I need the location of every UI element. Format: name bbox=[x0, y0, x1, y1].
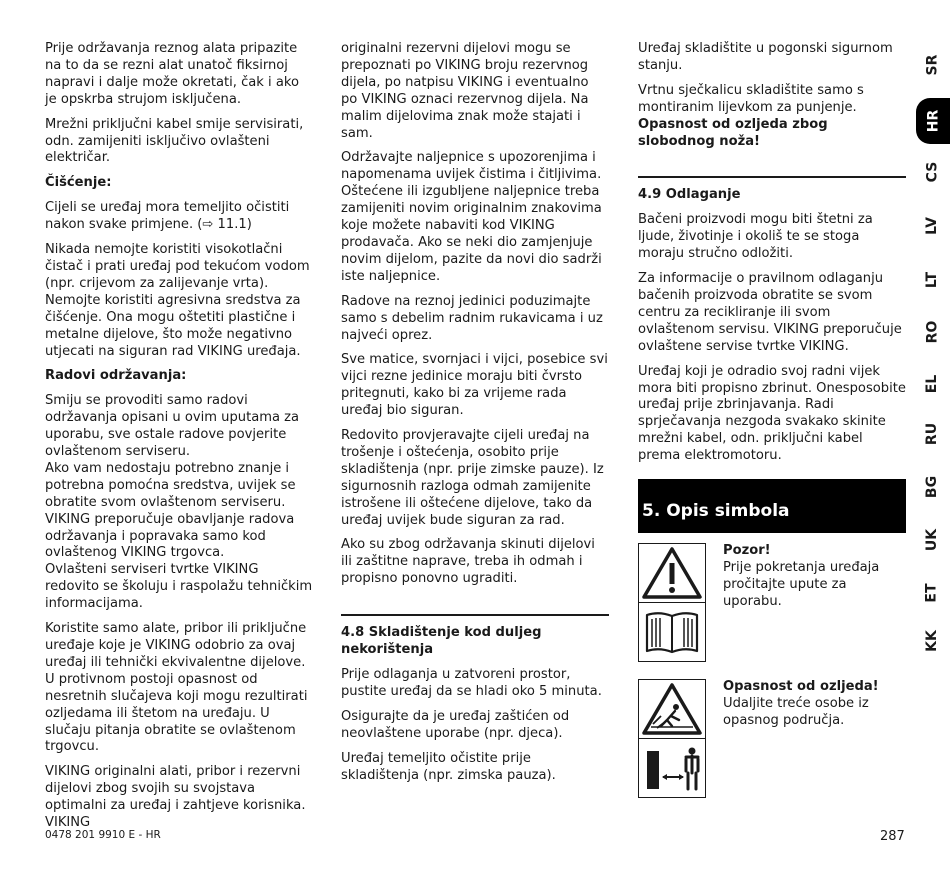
language-tab[interactable]: LV bbox=[923, 217, 940, 235]
paragraph: Koristite samo alate, pribor ili priključne uređaje koje je VIKING odobrio za ovaj uređaj ili tehnički ekvivalentne dijelove. U protivnom postoji opasnost od nesretnih slučajeva koji mogu rezultirati ozljedama ili štetom na uređaju. U slučaju pitanja obratite se ovlaštenom trgovcu. bbox=[45, 621, 308, 755]
paragraph: originalni rezervni dijelovi mogu se prepoznati po VIKING broju rezervnog dijela, po natpisu VIKING i eventualno po VIKING oznaci rezervnog dijela. Na malim dijelovima znak može stajati i sam. bbox=[341, 41, 589, 141]
paragraph: Osigurajte da je uređaj zaštićen od neovlaštene uporabe (npr. djeca). bbox=[341, 708, 570, 741]
ejected-material-warning-icon bbox=[638, 679, 706, 739]
symbol-text: Udaljite treće osobe iz opasnog područja. bbox=[723, 695, 869, 728]
heading-maintenance: Radovi održavanja: bbox=[45, 368, 187, 384]
warning-triangle-icon bbox=[638, 543, 706, 603]
language-tab[interactable]: UK bbox=[924, 528, 940, 552]
symbol-title: Opasnost od ozljeda! bbox=[723, 679, 879, 695]
language-tab[interactable]: RU bbox=[924, 422, 940, 446]
language-tab[interactable]: EL bbox=[923, 374, 940, 394]
paragraph: Radove na reznoj jedinici poduzimajte samo s debelim radnim rukavicama i uz najveći oprez. bbox=[341, 293, 603, 343]
symbol-description bbox=[723, 679, 908, 730]
paragraph: Ako su zbog održavanja skinuti dijelovi ili zaštitne naprave, treba ih odmah i propisno ponovno ugraditi. bbox=[341, 537, 595, 587]
symbol-title: Pozor! bbox=[723, 543, 771, 559]
language-tab[interactable]: CS bbox=[924, 161, 940, 183]
text-line: Ako vam nedostaju potrebno znanje i potrebna pomoćna sredstva, uvijek se obratite svom ovlaštenom serviseru. VIKING preporučuje obavljanje radova održavanja i popravaka samo kod ovlaštenog VIKING trgovca. bbox=[45, 460, 296, 561]
paragraph bbox=[45, 393, 313, 613]
language-tab[interactable]: BG bbox=[923, 475, 940, 499]
column-1 bbox=[45, 41, 313, 840]
keep-distance-icon bbox=[638, 738, 706, 798]
paragraph: Uređaj skladištite u pogonski sigurnom stanju. bbox=[638, 41, 893, 73]
symbol-description bbox=[723, 543, 908, 611]
language-tab[interactable]: RO bbox=[924, 320, 940, 344]
heading-cleaning: Čišćenje: bbox=[45, 175, 112, 191]
chapter-heading: 5. Opis simbola bbox=[638, 479, 906, 533]
paragraph: Bačeni proizvodi mogu biti štetni za ljude, životinje i okoliš te se stoga moraju stručno odložiti. bbox=[638, 212, 873, 262]
paragraph: Za informacije o pravilnom odlaganju bačenih proizvoda obratite se svom centru za recikliranje ili svom ovlaštenom servisu. VIKING preporučuje ovlaštene servise tvrtke VIKING. bbox=[638, 271, 902, 354]
symbol-block-manual bbox=[638, 543, 906, 663]
symbol-text: Prije pokretanja uređaja pročitajte upute za uporabu. bbox=[723, 559, 880, 609]
language-tab[interactable]: ET bbox=[924, 583, 940, 603]
paragraph: Nikada nemojte koristiti visokotlačni čistač i prati uređaj pod tekućom vodom (npr. crijevom za zalijevanje vrta). Nemojte koristiti agresivna sredstva za čišćenje. Ona mogu oštetiti plastične i metalne dijelove, što može negativno utjecati na siguran rad VIKING uređaja. bbox=[45, 242, 310, 359]
paragraph: Redovito provjeravajte cijeli uređaj na trošenje i oštećenja, osobito prije skladištenja (npr. prije zimske pauze). Iz sigurnosnih razloga odmah zamijenite istrošene ili oštećene dijelove, tako da uređaj uvijek bude siguran za rad. bbox=[341, 428, 604, 528]
column-2 bbox=[341, 41, 609, 792]
column-3 bbox=[638, 41, 906, 815]
paragraph: Sve matice, svornjaci i vijci, posebice svi vijci rezne jedinice moraju biti čvrsto pritegnuti, kako bi za vrijeme rada uređaj bio siguran. bbox=[341, 352, 608, 419]
text-line: Ovlašteni serviseri tvrtke VIKING redovito se školuju i raspolažu tehničkim informacijama. bbox=[45, 562, 313, 612]
warning-text: Opasnost od ozljeda zbog slobodnog noža! bbox=[638, 116, 828, 149]
read-manual-icon bbox=[638, 602, 706, 662]
paragraph: Uređaj temeljito očistite prije skladištenja (npr. zimska pauza). bbox=[341, 750, 556, 783]
text-line: Vrtnu sječkalicu skladištite samo s montiranim lijevkom za punjenje. bbox=[638, 82, 864, 115]
paragraph bbox=[638, 83, 906, 151]
language-tab[interactable]: LT bbox=[924, 271, 940, 289]
language-tab[interactable]: SR bbox=[924, 54, 940, 76]
paragraph: VIKING originalni alati, pribor i rezervni dijelovi zbog svojih su svojstava optimalni za uređaj i zahtjeve korisnika. VIKING bbox=[45, 764, 306, 831]
symbol-block-hazard bbox=[638, 679, 906, 799]
paragraph: Održavajte naljepnice s upozorenjima i napomenama uvijek čistima i čitljivima. Oštećene ili izgubljene naljepnice treba zamijeniti novim originalnim znakovima koje možete nabaviti kod VIKING prodavača. Ako se neki dio zamjenjuje novim dijelom, pazite da novi dio sadrži iste naljepnice. bbox=[341, 150, 602, 284]
paragraph: Prije odlaganja u zatvoreni prostor, pustite uređaj da se hladi oko 5 minuta. bbox=[341, 667, 602, 699]
section-heading-4-9: 4.9 Odlaganje bbox=[638, 176, 906, 204]
paragraph: Uređaj koji je odradio svoj radni vijek mora biti propisno zbrinut. Onesposobite uređaj prije zbrinjavanja. Radi sprječavanja nezgoda svakako skinite mrežni kabel, odn. priključni kabel prema elektromotoru. bbox=[638, 363, 906, 464]
paragraph: Prije održavanja reznog alata pripazite na to da se rezni alat unatoč fiksirnoj napravi i dalje može okretati, čak i ako je opskrba strujom isključena. bbox=[45, 41, 299, 107]
section-heading-4-8: 4.8 Skladištenje kod duljeg nekorištenja bbox=[341, 614, 609, 659]
text-line: Smiju se provoditi samo radovi održavanja opisani u ovim uputama za uporabu, sve ostale radove povjerite ovlaštenom serviseru. bbox=[45, 393, 300, 460]
page-number: 287 bbox=[880, 829, 905, 844]
document-code: 0478 201 9910 E - HR bbox=[45, 829, 161, 841]
paragraph: Cijeli se uređaj mora temeljito očistiti nakon svake primjene. (⇨ 11.1) bbox=[45, 200, 290, 233]
language-tab[interactable]: KK bbox=[923, 630, 940, 652]
paragraph: Mrežni priključni kabel smije servisirati, odn. zamijeniti isključivo ovlašteni električar. bbox=[45, 116, 304, 166]
language-tab-active[interactable]: HR bbox=[916, 98, 950, 144]
